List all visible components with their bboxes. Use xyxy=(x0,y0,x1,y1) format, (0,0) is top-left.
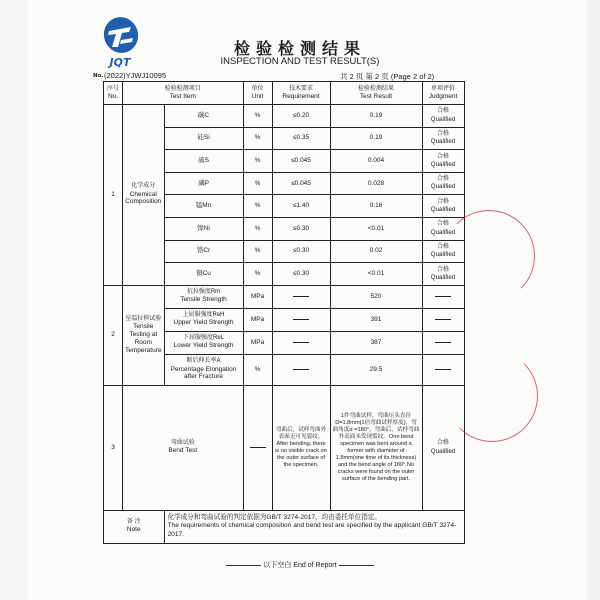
test-item: 硅Si xyxy=(164,127,243,150)
unit xyxy=(243,385,272,510)
requirement: ≤0.30 xyxy=(272,240,330,263)
dash-icon xyxy=(293,319,309,320)
dash-icon xyxy=(435,319,451,320)
dash-icon xyxy=(293,296,309,297)
test-result: <0.01 xyxy=(330,217,422,240)
judgment: 合格 Qualified xyxy=(422,240,464,263)
col-requirement: 技术要求 Requirement xyxy=(272,82,330,105)
table-row xyxy=(104,105,465,128)
test-result: 0.028 xyxy=(330,172,422,195)
test-result: 391 xyxy=(330,308,422,331)
unit: % xyxy=(243,217,272,240)
requirement: ≤0.20 xyxy=(272,105,330,128)
section-category: 化学成分 Chemical Composition xyxy=(123,105,165,286)
requirement xyxy=(272,285,330,308)
requirement: ≤0.30 xyxy=(272,263,330,286)
report-number: (2022)YJWJ10095 xyxy=(104,71,167,80)
official-seal-icon xyxy=(443,210,535,302)
judgment: 合格 Qualified xyxy=(422,150,464,173)
title-en: INSPECTION AND TEST RESULT(S) xyxy=(220,56,380,67)
col-test-item: 检验检测项目 Test Item xyxy=(123,82,244,105)
dash-icon xyxy=(293,342,309,343)
judgment: 合格 Qualified xyxy=(422,217,464,240)
section-category: 室温拉伸试验 Tensile Testing at Room Temperature xyxy=(123,285,165,385)
judgment: 合格 Qualified xyxy=(422,172,464,195)
section-no: 3 xyxy=(104,385,123,510)
test-item: 弯曲试验 Bend Test xyxy=(123,385,244,510)
test-item: 锰Mn xyxy=(164,195,243,218)
report-no-label: No. xyxy=(93,73,104,79)
test-result: 520 xyxy=(330,285,422,308)
test-result: 29.5 xyxy=(330,354,422,385)
judgment xyxy=(422,331,464,354)
unit: % xyxy=(243,105,272,128)
judgment: 合格 Qualified xyxy=(422,385,464,510)
col-unit: 单位 Unit xyxy=(243,82,272,105)
unit: % xyxy=(243,150,272,173)
unit: MPa xyxy=(243,308,272,331)
unit: % xyxy=(243,172,272,195)
unit: % xyxy=(243,354,272,385)
dash-icon xyxy=(435,369,451,370)
test-result: 387 xyxy=(330,331,422,354)
unit: % xyxy=(243,263,272,286)
test-item: 铬Cr xyxy=(164,240,243,263)
unit: % xyxy=(243,240,272,263)
requirement: ≤0.30 xyxy=(272,217,330,240)
dash-icon xyxy=(435,342,451,343)
dash-icon xyxy=(250,447,266,448)
note-label: 备 注 Note xyxy=(104,510,165,543)
unit: % xyxy=(243,127,272,150)
scan-margin xyxy=(0,0,29,600)
test-item: 碳C xyxy=(164,105,243,128)
note-row xyxy=(104,510,465,543)
col-test-result: 检验检测结果 Test Result xyxy=(330,82,422,105)
test-item: 铜Cu xyxy=(164,263,243,286)
judgment: 合格 Qualified xyxy=(422,105,464,128)
results-table xyxy=(103,81,465,544)
test-result: 0.02 xyxy=(330,240,422,263)
test-result: <0.01 xyxy=(330,263,422,286)
test-result: 1件弯曲试样，弯曲压头直径D=1.8mm(1倍弯曲试样厚度)，弯曲角度α =180°。弯曲后，试样弯曲外表面未发现裂纹。One bend specimen was bent around a former with diameter of 1.8mm(one time of its thickness) and the bend angle of 180°.No cracks were found on the outer surface of the bending part. xyxy=(330,385,422,510)
table-row xyxy=(104,385,465,510)
test-result: 0.19 xyxy=(330,127,422,150)
table-header-row xyxy=(104,82,465,105)
requirement: ≤0.045 xyxy=(272,172,330,195)
page-info: 共 2 页 第 2 页 (Page 2 of 2) xyxy=(340,72,435,81)
requirement: ≤0.045 xyxy=(272,150,330,173)
svg-text:JQT: JQT xyxy=(109,56,131,69)
judgment xyxy=(422,308,464,331)
test-result: 0.16 xyxy=(330,195,422,218)
official-seal-icon xyxy=(446,350,538,442)
judgment: 合格 Qualified xyxy=(422,127,464,150)
dash-icon xyxy=(293,369,309,370)
test-item: 镍Ni xyxy=(164,217,243,240)
test-item: 断后伸长率A Percentage Elongation after Fracture xyxy=(164,354,243,385)
test-item: 下屈服强度ReL Lower Yield Strength xyxy=(164,331,243,354)
test-item: 抗拉强度Rm Tensile Strength xyxy=(164,285,243,308)
requirement: ≤1.40 xyxy=(272,195,330,218)
col-no: 序号 No. xyxy=(104,82,123,105)
test-result: 0.19 xyxy=(330,105,422,128)
dash-icon xyxy=(435,296,451,297)
title-cn: 检验检测结果 xyxy=(233,39,366,58)
requirement xyxy=(272,354,330,385)
note-text: 化学成分和弯曲试验的判定依据为GB/T 3274-2017，均由委托单位指定。 The requirements of chemical composition and bend test are specified by the applicant GB/T 3274-2017. xyxy=(164,510,464,543)
test-item: 硫S xyxy=(164,150,243,173)
unit: MPa xyxy=(243,331,272,354)
col-judgment: 单项评价 Judgment xyxy=(422,82,464,105)
judgment: 合格 Qualified xyxy=(422,195,464,218)
test-item: 磷P xyxy=(164,172,243,195)
requirement: ≤0.35 xyxy=(272,127,330,150)
requirement: 弯曲后，试样弯曲外表面无可见裂纹。After bending, there is no visible crack on the outer surface of the specimen. xyxy=(272,385,330,510)
unit: % xyxy=(243,195,272,218)
test-item: 上屈服强度ReH Upper Yield Strength xyxy=(164,308,243,331)
end-of-report: 以下空白 End of Report xyxy=(0,560,600,570)
unit: MPa xyxy=(243,285,272,308)
judgment: 合格 Qualified xyxy=(422,263,464,286)
section-no: 1 xyxy=(104,105,123,286)
test-result: 0.004 xyxy=(330,150,422,173)
table-row xyxy=(104,285,465,308)
requirement xyxy=(272,331,330,354)
section-no: 2 xyxy=(104,285,123,385)
requirement xyxy=(272,308,330,331)
